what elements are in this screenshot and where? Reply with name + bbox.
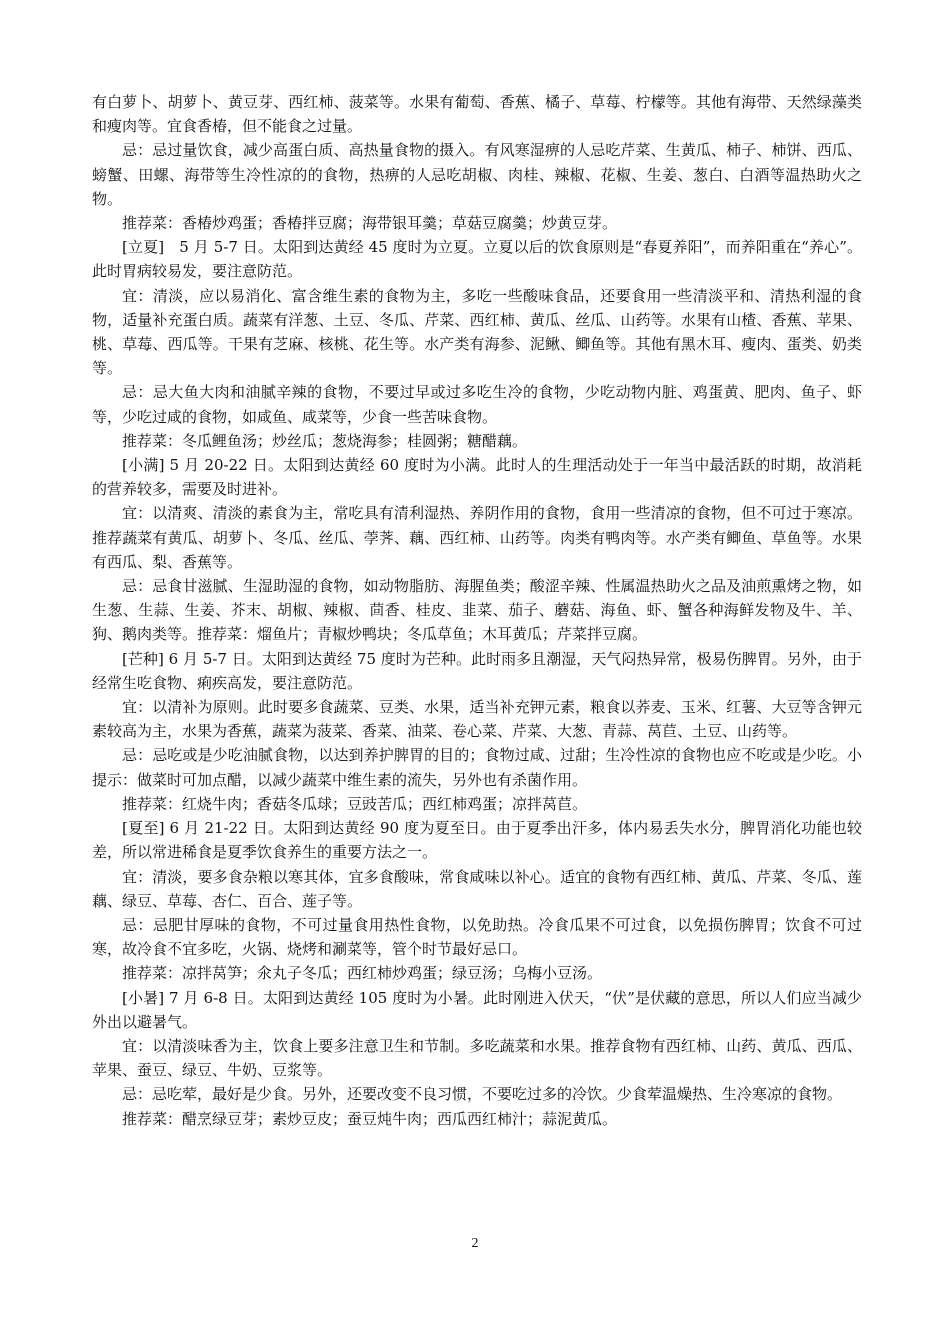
paragraph: [小暑] 7 月 6-8 日。太阳到达黄经 105 度时为小暑。此时刚进入伏天，“伏”是伏藏的意思，所以人们应当减少外出以避暑气。	[92, 988, 862, 1031]
paragraph: 有白萝卜、胡萝卜、黄豆芽、西红柿、菠菜等。水果有葡萄、香蕉、橘子、草莓、柠檬等。其他有海带、天然绿藻类和瘦肉等。宜食香椿，但不能食之过量。	[92, 93, 862, 136]
paragraph: 推荐菜：醋烹绿豆芽；素炒豆皮；蚕豆炖牛肉；西瓜西红柿汁；蒜泥黄瓜。	[122, 1109, 618, 1128]
paragraph: 忌：忌大鱼大肉和油腻辛辣的食物，不要过早或过多吃生冷的食物，少吃动物内脏、鸡蛋黄、肥肉、鱼子、虾等，少吃过咸的食物，如咸鱼、咸菜等，少食一些苦味食物。	[92, 383, 862, 426]
paragraph: 忌：忌肥甘厚味的食物，不可过量食用热性食物，以免助热。冷食瓜果不可过食，以免损伤脾胃；饮食不可过寒，故冷食不宜多吃，火锅、烧烤和涮菜等，管个时节最好忌口。	[92, 915, 862, 959]
paragraph: 宜：清淡，应以易消化、富含维生素的食物为主，多吃一些酸味食品，还要食用一些清淡平和、清热利湿的食物，适量补充蛋白质。蔬菜有洋葱、土豆、冬瓜、芹菜、西红柿、黄瓜、丝瓜、山药等。水果有山楂、香蕉、苹果、桃、草莓、西瓜等。干果有芝麻、核桃、花生等。水产类有海参、泥鳅、鲫鱼等。其他有黑木耳、瘦肉、蛋类、奶类等。	[92, 286, 862, 378]
paragraph: 忌：忌吃荤，最好是少食。另外，还要改变不良习惯，不要吃过多的冷饮。少食荤温燥热、生冷寒凉的食物。	[122, 1085, 843, 1104]
document-body	[92, 90, 862, 1131]
paragraph: [芒种] 6 月 5-7 日。太阳到达黄经 75 度时为芒种。此时雨多且潮湿，天气闷热异常，极易伤脾胃。另外，由于经常生吃食物、痢疾高发，要注意防范。	[92, 649, 862, 692]
paragraph: 宜：以清爽、清淡的素食为主，常吃具有清利湿热、养阴作用的食物，食用一些清凉的食物，但不可过于寒凉。推荐蔬菜有黄瓜、胡萝卜、冬瓜、丝瓜、荸荠、藕、西红柿、山药等。肉类有鸭肉等。水产类有鲫鱼、草鱼等。水果有西瓜、梨、香蕉等。	[92, 504, 862, 571]
paragraph: [立夏] 5 月 5-7 日。太阳到达黄经 45 度时为立夏。立夏以后的饮食原则是“春夏养阳”，而养阳重在“养心”。此时胃病较易发，要注意防范。	[92, 238, 862, 281]
paragraph: 忌：忌食甘滋腻、生湿助湿的食物，如动物脂肪、海腥鱼类；酸涩辛辣、性属温热助火之品及油煎熏烤之物，如生葱、生蒜、生姜、芥末、胡椒、辣椒、茴香、桂皮、韭菜、茄子、蘑菇、海鱼、虾、蟹各种海鲜发物及牛、羊、狗、鹅肉类等。推荐菜：熘鱼片；青椒炒鸭块；冬瓜草鱼；木耳黄瓜；芹菜拌豆腐。	[92, 577, 862, 644]
page-number: 2	[471, 1236, 479, 1251]
paragraph: 推荐菜：香椿炒鸡蛋；香椿拌豆腐；海带银耳羹；草菇豆腐羹；炒黄豆芽。	[122, 214, 618, 233]
paragraph: 宜：以清淡味香为主，饮食上要多注意卫生和节制。多吃蔬菜和水果。推荐食物有西红柿、山药、黄瓜、西瓜、苹果、蚕豆、绿豆、牛奶、豆浆等。	[92, 1036, 862, 1080]
paragraph: 推荐菜：凉拌莴笋；氽丸子冬瓜；西红柿炒鸡蛋；绿豆汤；乌梅小豆汤。	[122, 964, 603, 983]
paragraph: 宜：以清补为原则。此时要多食蔬菜、豆类、水果，适当补充钾元素，粮食以荞麦、玉米、红薯、大豆等含钾元素较高为主，水果为香蕉，蔬菜为菠菜、香菜、油菜、卷心菜、芹菜、大葱、青蒜、莴苣、土豆、山药等。	[92, 698, 862, 741]
paragraph: 推荐菜：红烧牛肉；香菇冬瓜球；豆豉苦瓜；西红柿鸡蛋；凉拌莴苣。	[122, 794, 588, 813]
paragraph: 推荐菜：冬瓜鲤鱼汤；炒丝瓜；葱烧海参；桂圆粥；糖醋藕。	[122, 431, 528, 450]
paragraph: 宜：清淡，要多食杂粮以寒其体，宜多食酸味，常食咸味以补心。适宜的食物有西红柿、黄瓜、芹菜、冬瓜、莲藕、绿豆、草莓、杏仁、百合、莲子等。	[92, 867, 862, 910]
paragraph: [夏至] 6 月 21-22 日。太阳到达黄经 90 度为夏至日。由于夏季出汗多，体内易丢失水分，脾胃消化功能也较差，所以常进稀食是夏季饮食养生的重要方法之一。	[92, 819, 862, 862]
paragraph: 忌：忌过量饮食，减少高蛋白质、高热量食物的摄入。有风寒湿痹的人忌吃芹菜、生黄瓜、柿子、柿饼、西瓜、螃蟹、田螺、海带等生冷性凉的的食物，热痹的人忌吃胡椒、肉桂、辣椒、花椒、生姜、葱白、白酒等温热助火之物。	[92, 141, 862, 208]
paragraph: [小满] 5 月 20-22 日。太阳到达黄经 60 度时为小满。此时人的生理活动处于一年当中最活跃的时期，故消耗的营养较多，需要及时进补。	[92, 456, 862, 499]
paragraph: 忌：忌吃或是少吃油腻食物，以达到养护脾胃的目的；食物过咸、过甜；生冷性凉的食物也应不吃或是少吃。小提示：做菜时可加点醋，以减少蔬菜中维生素的流失，另外也有杀菌作用。	[92, 746, 862, 789]
